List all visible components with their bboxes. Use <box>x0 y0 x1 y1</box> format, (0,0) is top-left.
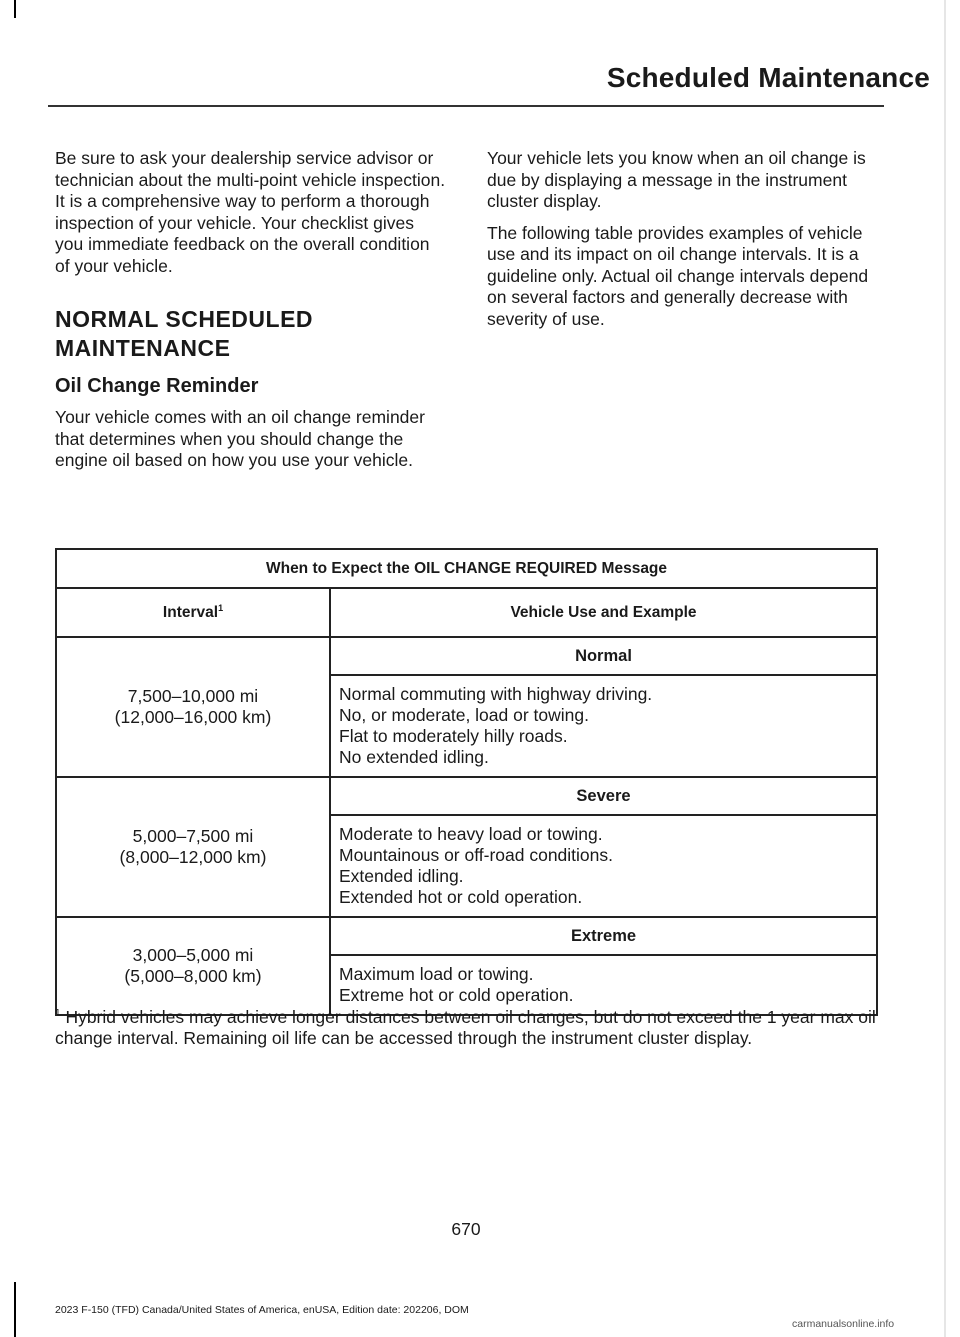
table-footnote <box>55 1003 878 1050</box>
left-column <box>55 148 447 482</box>
interval-miles: 3,000–5,000 mi <box>132 945 254 965</box>
crop-mark-right-edge <box>944 0 946 1337</box>
interval-miles: 7,500–10,000 mi <box>127 686 259 706</box>
interval-kilometers: (12,000–16,000 km) <box>114 707 272 727</box>
crop-mark-bottom-left <box>14 1282 16 1337</box>
interval-kilometers: (5,000–8,000 km) <box>124 966 262 986</box>
section-heading-line-1: NORMAL SCHEDULED <box>55 306 314 332</box>
page-title: Scheduled Maintenance <box>606 62 930 93</box>
cluster-message-paragraph: Your vehicle lets you know when an oil change is due by displaying a message in the instrument cluster display. <box>487 148 866 211</box>
table-title: When to Expect the OIL CHANGE REQUIRED Message <box>56 549 877 588</box>
interval-footnote-marker: 1 <box>218 602 224 613</box>
interval-kilometers: (8,000–12,000 km) <box>119 847 267 867</box>
interval-cell-normal <box>56 637 330 777</box>
page-number: 670 <box>451 1219 481 1239</box>
footnote-marker: 1 <box>55 1008 61 1019</box>
interval-miles: 5,000–7,500 mi <box>132 826 254 846</box>
interval-header-text: Interval <box>162 604 219 622</box>
usage-line: Extended hot or cold operation. <box>339 887 583 907</box>
usage-line: Moderate to heavy load or towing. <box>339 824 603 844</box>
reminder-paragraph: Your vehicle comes with an oil change reminder that determines when you should change the engine oil based on how you use your vehicle. <box>55 407 425 470</box>
oil-change-table <box>55 548 878 1016</box>
crop-mark-top-left <box>14 0 16 18</box>
usage-line: No, or moderate, load or towing. <box>339 705 589 725</box>
header-divider <box>48 105 884 107</box>
watermark: carmanualsonline.info <box>792 1318 895 1330</box>
interval-cell-severe <box>56 777 330 917</box>
category-severe: Severe <box>330 777 877 815</box>
edition-footer: 2023 F-150 (TFD) Canada/United States of America, enUSA, Edition date: 202206, DOM <box>55 1304 469 1316</box>
usage-line: Maximum load or towing. <box>339 964 534 984</box>
usage-line: Extreme hot or cold operation. <box>339 985 574 1005</box>
usage-line: No extended idling. <box>339 747 489 767</box>
column-header-vehicle-use: Vehicle Use and Example <box>330 588 877 637</box>
category-normal: Normal <box>330 637 877 675</box>
intro-paragraph: Be sure to ask your dealership service advisor or technician about the multi-point vehicle inspection. It is a comprehensive way to perform a thorough inspection of your vehicle. Your checklist gives you immediate feedback on the overall condition of your vehicle. <box>55 148 446 276</box>
table-intro-paragraph: The following table provides examples of vehicle use and its impact on oil change intervals. It is a guideline only. Actual oil change intervals depend on several factors and generally decrease with severity of use. <box>487 222 869 329</box>
usage-line: Extended idling. <box>339 866 464 886</box>
footnote-text: Hybrid vehicles may achieve longer distances between oil changes, but do not exceed the 1 year max oil change interval. Remaining oil life can be accessed through the instrument cluster display. <box>55 1006 876 1049</box>
section-heading <box>55 305 447 363</box>
usage-line: Normal commuting with highway driving. <box>339 684 653 704</box>
usage-cell-severe <box>330 815 877 917</box>
sub-heading-oil-change-reminder: Oil Change Reminder <box>55 375 259 397</box>
right-column <box>487 148 879 340</box>
section-heading-line-2: MAINTENANCE <box>55 335 231 361</box>
usage-cell-normal <box>330 675 877 777</box>
category-extreme: Extreme <box>330 917 877 955</box>
column-header-interval <box>56 588 330 637</box>
interval-cell-extreme <box>56 917 330 1015</box>
usage-line: Mountainous or off-road conditions. <box>339 845 614 865</box>
usage-line: Flat to moderately hilly roads. <box>339 726 568 746</box>
